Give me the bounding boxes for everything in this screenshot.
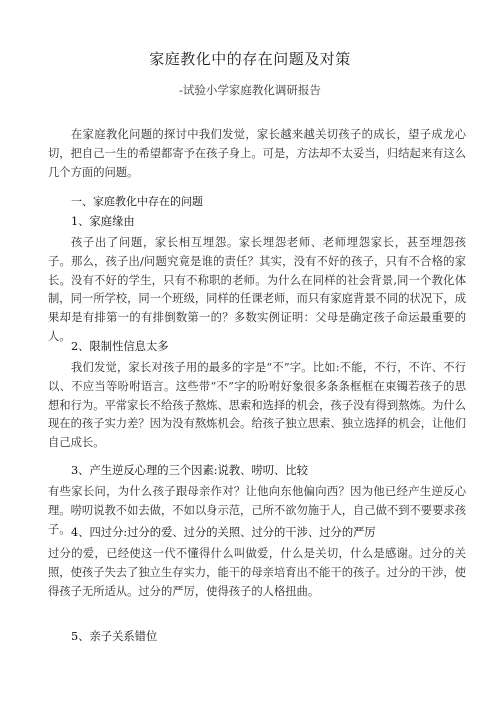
intro-paragraph: 在家庭教化问题的探讨中我们发觉，家长越来越关切孩子的成长，望子成龙心切，把自己一生的希望都寄予在孩子身上。可是，方法却不太妥当，归结起来有这么几个方面的问题。: [48, 128, 466, 179]
subsection-heading-1: 1、家庭缘由: [71, 215, 135, 228]
subsection-heading-3: 3、产生逆反心理的三个因素:说教、唠叨、比较: [71, 464, 308, 477]
subsection-text-1: 孩子出了问题，家长相互埋怨。家长埋怨老师、老师埋怨家长，甚至埋怨孩子。那么，孩子出/问题究竟是谁的责任？其实，没有不好的孩子，只有不合格的家长。没有不好的学生，只有不称职的老师。为什么在同样的社会背景,同一个教化体制，同一所学校，同一个班级，同样的任课老师，而只有家庭背景不同的状况下，成果却是有排第一的有排倒数第一的？多数实例证明：父母是确定孩子命运最重要的人。: [48, 236, 466, 343]
section-heading: 一、家庭教化中存在的问题: [71, 195, 203, 208]
subsection-heading-4: 4、四过分:过分的爱、过分的关照、过分的干涉、过分的严厉: [71, 526, 376, 539]
document-subtitle: -试验小学家庭教化调研报告: [179, 83, 321, 97]
subsection-text-3: 有些家长问，为什么孩子跟母亲作对？让他向东他偏向西？因为他已经产生逆反心理。唠叨说教不如去做，不如以身示范，己所不欲勿施于人，自己做不到不要要求孩子。: [48, 485, 466, 536]
subsection-text-2: 我们发觉，家长对孩子用的最多的字是“不”字。比如:不能，不行，不许、不行以、不应当等吩咐语言。这些带“不”字的吩咐好象很多条条框框在束镯若孩子的思想和行为。平常家长不给孩子熬炼、思索和选择的机会，孩子没有得到熬炼。为什么现在的孩子实力差？因为没有熬炼机会。给孩子独立思索、独立选择的机会，让他们自己成长。: [48, 361, 466, 450]
subsection-heading-2: 2、限制性信息太多: [71, 340, 169, 353]
subsection-heading-5: 5、亲子关系错位: [71, 630, 158, 643]
document-title: 家庭教化中的存在问题及对策: [149, 50, 351, 68]
subsection-text-4: 过分的爱，已经使这一代不懂得什么叫做爱，什么是关切，什么是感谢。过分的关照，使孩子失去了独立生存实力，能干的母亲培育出不能干的孩子。过分的干涉，使得孩子无所适从。过分的严厉，使得孩子的人格扭曲。: [48, 547, 466, 598]
